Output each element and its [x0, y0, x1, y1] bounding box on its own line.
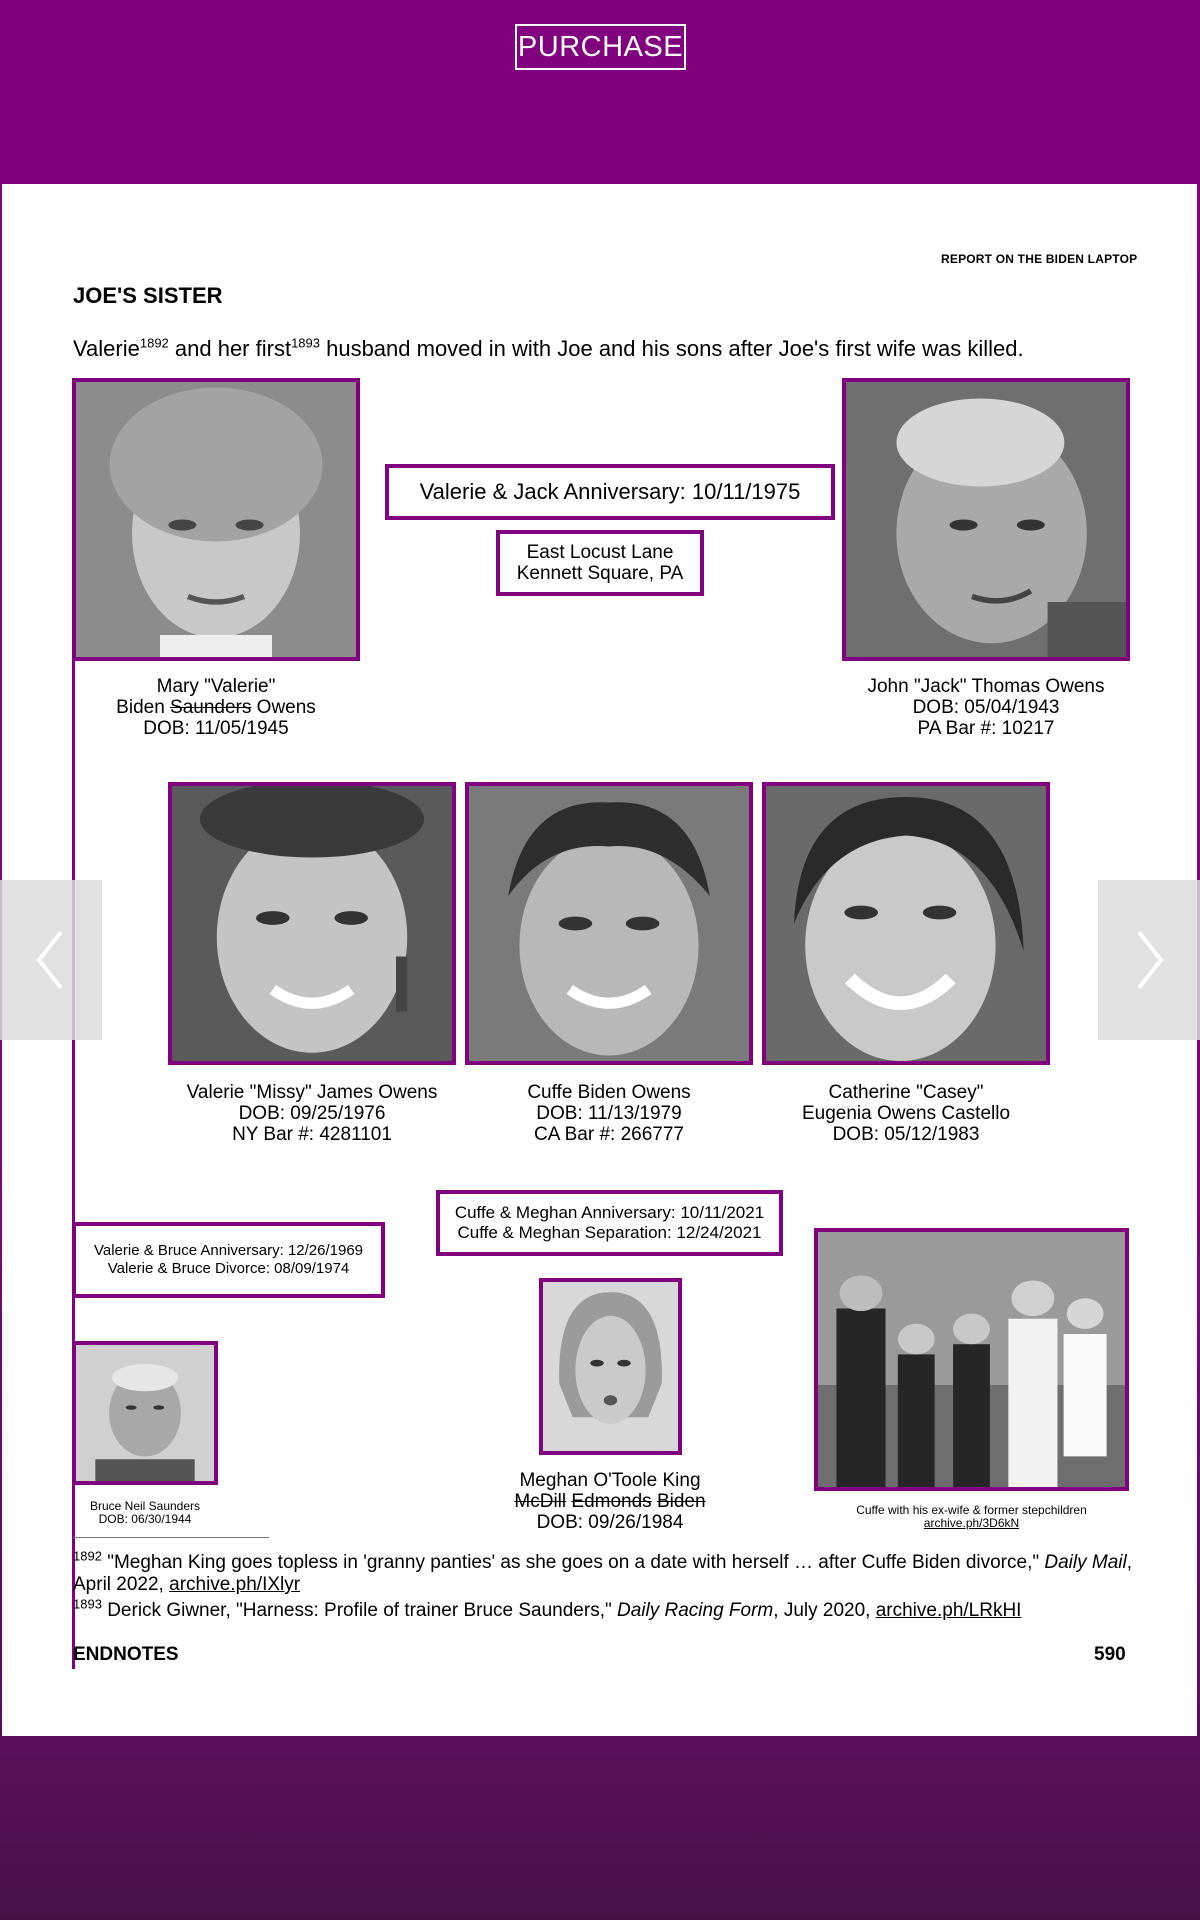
page-number: 590: [1094, 1644, 1126, 1665]
jack-photo: [842, 378, 1130, 661]
chevron-left-icon: [31, 928, 71, 992]
cuffe-photo: [465, 782, 753, 1065]
address-box: East Locust Lane Kennett Square, PA: [496, 530, 704, 596]
jack-caption: John "Jack" Thomas Owens DOB: 05/04/1943 PA Bar #: 10217: [867, 676, 1105, 739]
cuffe-caption: Cuffe Biden Owens DOB: 11/13/1979 CA Bar #: 266777: [527, 1082, 691, 1145]
valerie-bruce-box: Valerie & Bruce Anniversary: 12/26/1969 Valerie & Bruce Divorce: 08/09/1974: [72, 1222, 385, 1298]
report-label: REPORT ON THE BIDEN LAPTOP: [941, 252, 1138, 266]
intro-paragraph: Valerie$^{1892}$ and her first$^{1893}$ husband moved in with Joe and his sons after Joe's first wife was killed.: [73, 335, 1024, 361]
bruce-photo: [72, 1341, 218, 1485]
bruce-caption: Bruce Neil Saunders DOB: 06/30/1944: [89, 1499, 201, 1526]
valerie-photo: [72, 378, 360, 661]
meghan-photo: [539, 1278, 682, 1455]
casey-photo: [762, 782, 1050, 1065]
missy-photo: [168, 782, 456, 1065]
valerie-caption: Mary "Valerie" Biden Saunders Owens DOB: 11/05/1945: [116, 676, 316, 739]
footnote-1892: $^{1892}$ "Meghan King goes topless in 'granny panties' as she goes on a date with herself … after Cuffe Biden divorce," Daily Mail, April 2022, archive.ph/IXlyr: [73, 1548, 1133, 1595]
page-heading: JOE'S SISTER: [73, 283, 223, 308]
missy-caption: Valerie "Missy" James Owens DOB: 09/25/1976 NY Bar #: 4281101: [186, 1082, 438, 1145]
previous-page-button[interactable]: [0, 880, 102, 1040]
family-photo: [814, 1228, 1129, 1491]
footnote-divider: [73, 1537, 269, 1538]
valerie-jack-anniversary-box: Valerie & Jack Anniversary: 10/11/1975: [385, 464, 835, 520]
family-photo-caption: Cuffe with his ex-wife & former stepchildren archive.ph/3D6kN: [814, 1504, 1129, 1530]
meghan-caption: Meghan O'Toole King McDill Edmonds Biden DOB: 09/26/1984: [514, 1470, 706, 1533]
purchase-button[interactable]: PURCHASE: [515, 24, 686, 70]
next-page-button[interactable]: [1098, 880, 1200, 1040]
casey-caption: Catherine "Casey" Eugenia Owens Castello DOB: 05/12/1983: [801, 1082, 1011, 1145]
footnote-1893: $^{1893}$ Derick Giwner, "Harness: Profile of trainer Bruce Saunders," Daily Racing Form, July 2020, archive.ph/LRkHI: [73, 1596, 1022, 1621]
document-page: [2, 184, 1197, 1736]
footnote-ref-1893[interactable]: 1893: [291, 335, 320, 351]
family-photo-link[interactable]: archive.ph/3D6kN: [923, 1516, 1020, 1530]
bottom-banner: [0, 1736, 1200, 1920]
footnote-ref-1892[interactable]: 1892: [139, 335, 169, 351]
endnotes-label: ENDNOTES: [73, 1644, 179, 1665]
chevron-right-icon: [1129, 928, 1169, 992]
cuffe-meghan-box: Cuffe & Meghan Anniversary: 10/11/2021 Cuffe & Meghan Separation: 12/24/2021: [436, 1190, 783, 1256]
footnote-1892-link[interactable]: archive.ph/IXlyr: [169, 1574, 301, 1595]
footnote-1893-link[interactable]: archive.ph/LRkHI: [875, 1600, 1022, 1621]
